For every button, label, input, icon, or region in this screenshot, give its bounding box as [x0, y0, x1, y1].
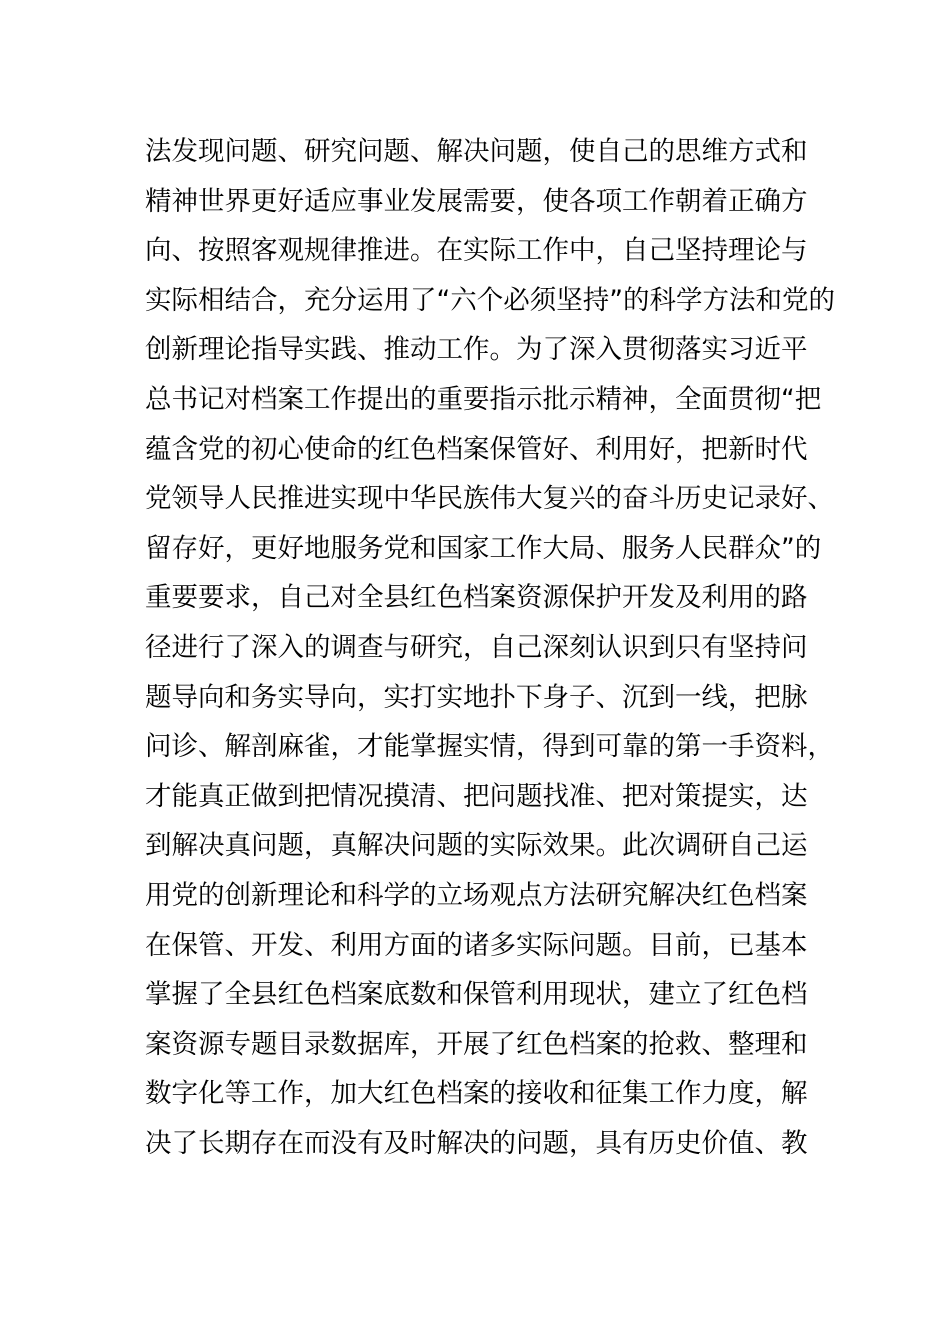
text-line: 到解决真问题，真解决问题的实际效果。此次调研自己运: [145, 830, 808, 862]
text-line: 径进行了深入的调查与研究，自己深刻认识到只有坚持问: [145, 631, 808, 663]
text-line: 蕴含党的初心使命的红色档案保管好、利用好，把新时代: [145, 433, 808, 465]
text-line: 总书记对档案工作提出的重要指示批示精神，全面贯彻“把: [145, 383, 822, 415]
text-line: 用党的创新理论和科学的立场观点方法研究解决红色档案: [145, 879, 808, 911]
text-line: 在保管、开发、利用方面的诸多实际问题。目前，已基本: [145, 929, 808, 961]
text-line: 留存好，更好地服务党和国家工作大局、服务人民群众”的: [145, 532, 822, 564]
text-line: 决了长期存在而没有及时解决的问题，具有历史价值、教: [145, 1127, 808, 1159]
text-line: 重要要求，自己对全县红色档案资源保护开发及利用的路: [145, 582, 808, 614]
text-line: 案资源专题目录数据库，开展了红色档案的抢救、整理和: [145, 1028, 808, 1060]
text-line: 创新理论指导实践、推动工作。为了深入贯彻落实习近平: [145, 334, 808, 366]
text-line: 掌握了全县红色档案底数和保管利用现状，建立了红色档: [145, 979, 808, 1011]
text-line: 题导向和务实导向，实打实地扑下身子、沉到一线，把脉: [145, 681, 808, 713]
text-line: 问诊、解剖麻雀，才能掌握实情，得到可靠的第一手资料，: [145, 731, 834, 763]
text-line: 数字化等工作，加大红色档案的接收和征集工作力度，解: [145, 1078, 808, 1110]
text-line: 实际相结合，充分运用了“六个必须坚持”的科学方法和党的: [145, 284, 835, 316]
body-paragraph: [145, 127, 835, 1168]
text-line: 党领导人民推进实现中华民族伟大复兴的奋斗历史记录好、: [145, 483, 834, 515]
text-line: 法发现问题、研究问题、解决问题，使自己的思维方式和: [145, 136, 808, 167]
text-line: 向、按照客观规律推进。在实际工作中，自己坚持理论与: [145, 235, 808, 267]
text-line: 才能真正做到把情况摸清、把问题找准、把对策提实，达: [145, 780, 808, 812]
text-line: 精神世界更好适应事业发展需要，使各项工作朝着正确方: [145, 185, 808, 217]
